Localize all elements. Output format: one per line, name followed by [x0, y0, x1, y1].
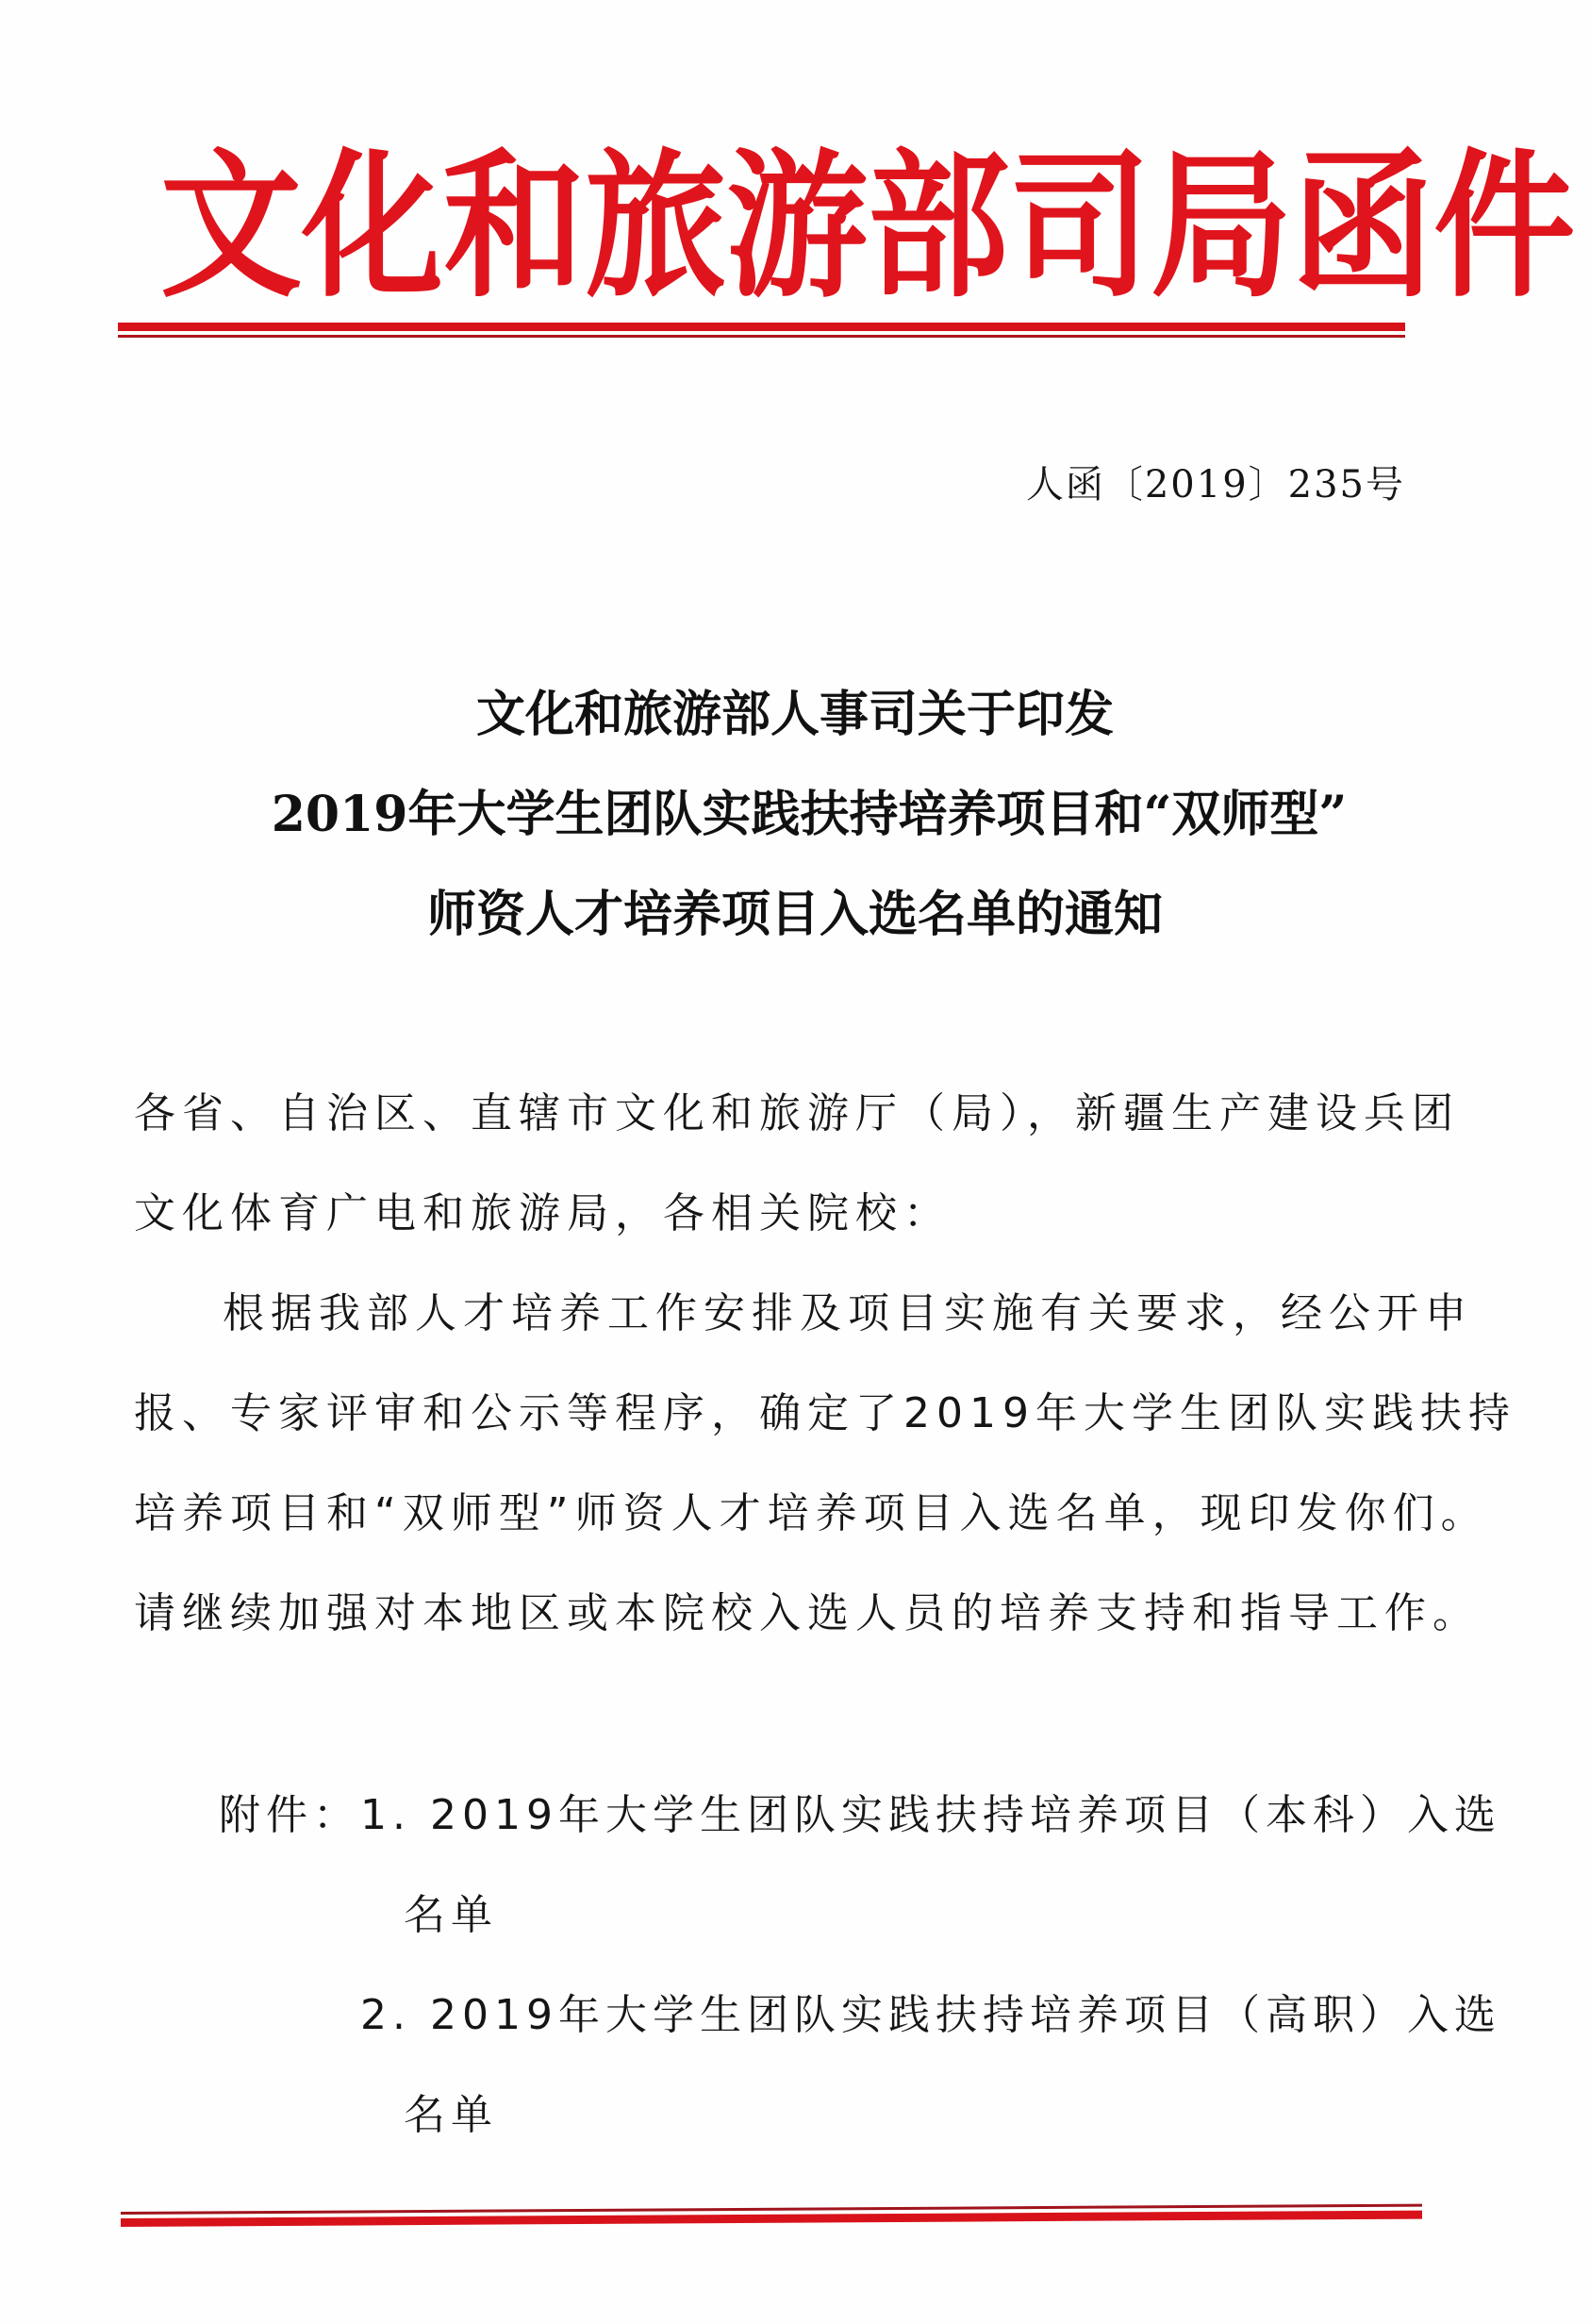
letterhead-char: 文 [160, 133, 303, 320]
title-line: 2019年大学生团队实践扶持培养项目和“双师型” [271, 786, 1348, 843]
letterhead-char: 化 [302, 133, 444, 320]
title-line: 师资人才培养项目入选名单的通知 [426, 886, 1163, 943]
attachment-item-1 [219, 1766, 1501, 1866]
document-number: 人函〔2019〕235号 [1025, 463, 1405, 506]
document-title [0, 665, 1590, 965]
letterhead-char: 部 [868, 133, 1010, 320]
letterhead-title [160, 131, 1576, 322]
letterhead-char: 旅 [585, 133, 727, 320]
attachment-item-1-continued: 名单 [404, 1891, 498, 1939]
letterhead-divider [118, 323, 1405, 338]
letterhead-char: 司 [1009, 133, 1151, 320]
attachments-label: 附件： [219, 1791, 360, 1839]
attachment-title: 1. 2019年大学生团队实践扶持培养项目（本科）入选 [360, 1791, 1501, 1839]
body-line: 报、专家评审和公示等程序，确定了2019年大学生团队实践扶持 [134, 1389, 1516, 1437]
letterhead-char: 游 [726, 133, 869, 320]
body-line: 请继续加强对本地区或本院校入选人员的培养支持和指导工作。 [134, 1589, 1481, 1637]
footer-divider [121, 2204, 1422, 2227]
divider-thin-line [118, 335, 1405, 338]
divider-thick-line [118, 323, 1405, 331]
body-paragraph [134, 1264, 1516, 1664]
attachment-item-2: 2. 2019年大学生团队实践扶持培养项目（高职）入选 [360, 1991, 1501, 2039]
body-line: 根据我部人才培养工作安排及项目实施有关要求，经公开申 [223, 1289, 1473, 1337]
salutation-line: 各省、自治区、直辖市文化和旅游厅（局），新疆生产建设兵团 [134, 1089, 1460, 1137]
letterhead-char: 函 [1292, 133, 1434, 320]
attachments-list [219, 1766, 1501, 2166]
attachment-item-2-continued: 名单 [404, 2091, 498, 2139]
letterhead-char: 和 [443, 133, 586, 320]
title-line: 文化和旅游部人事司关于印发 [475, 686, 1114, 743]
letterhead-char: 局 [1151, 133, 1293, 320]
body-line: 培养项目和“双师型”师资人才培养项目入选名单，现印发你们。 [134, 1489, 1489, 1537]
salutation-line: 文化体育广电和旅游局，各相关院校： [134, 1189, 952, 1237]
salutation [134, 1064, 1460, 1264]
letterhead-char: 件 [1433, 133, 1576, 320]
